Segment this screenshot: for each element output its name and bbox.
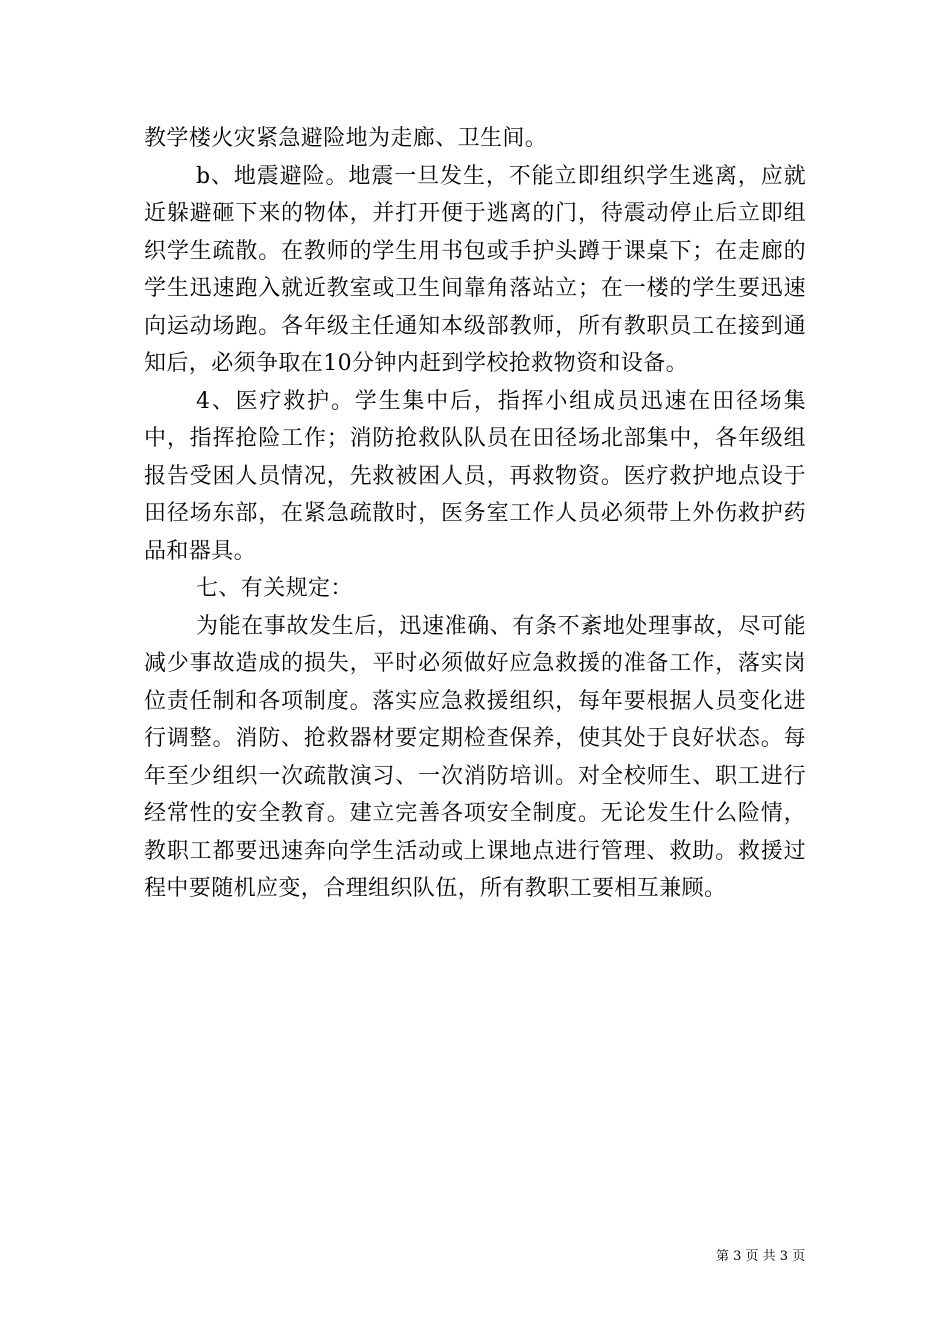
paragraph-4: 七、有关规定： (196, 576, 353, 601)
paragraph-1: 教学楼火灾紧急避险地为走廊、卫生间。 (144, 126, 548, 151)
page-number-footer: 第 3 页 共 3 页 (716, 1249, 806, 1264)
paragraph-3: 4、医疗救护。学生集中后，指挥小组成员迅速在田径场集中，指挥抢险工作；消防抢救队队员在田径场北部集中，各年级组报告受困人员情况，先救被困人员，再救物资。医疗救护地点设于田径场东部，在紧急疏散时，医务室工作人员必须带上外伤救护药品和器具。 (144, 388, 806, 564)
paragraph-5: 为能在事故发生后，迅速准确、有条不紊地处理事故，尽可能减少事故造成的损失，平时必须做好应急救援的准备工作，落实岗位责任制和各项制度。落实应急救援组织，每年要根据人员变化进行调整。消防、抢救器材要定期检查保养，使其处于良好状态。每年至少组织一次疏散演习、一次消防培训。对全校师生、职工进行经常性的安全教育。建立完善各项安全制度。无论发生什么险情，教职工都要迅速奔向学生活动或上课地点进行管理、救助。救援过程中要随机应变，合理组织队伍，所有教职工要相互兼顾。 (144, 613, 806, 901)
paragraph-2: b、地震避险。地震一旦发生，不能立即组织学生逃离，应就近躲避砸下来的物体，并打开便于逃离的门，待震动停止后立即组织学生疏散。在教师的学生用书包或手护头蹲于课桌下；在走廊的学生迅速跑入就近教室或卫生间靠角落站立；在一楼的学生要迅速向运动场跑。各年级主任通知本级部教师，所有教职员工在接到通知后，必须争取在10分钟内赶到学校抢救物资和设备。 (144, 163, 806, 376)
document-body (144, 120, 806, 908)
